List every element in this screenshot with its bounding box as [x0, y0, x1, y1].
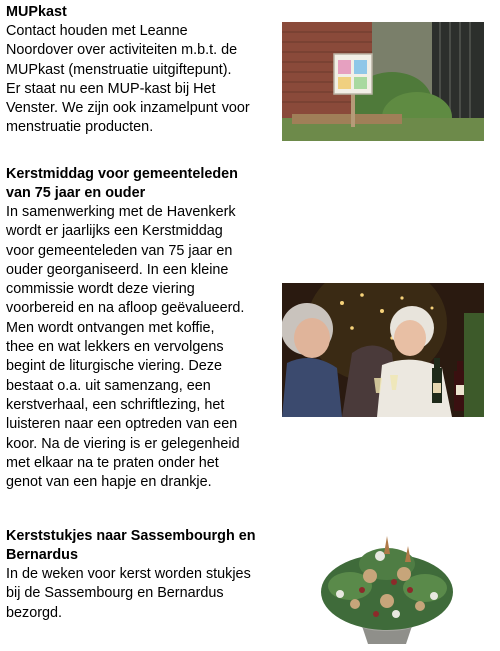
body-line: In samenwerking met de Havenkerk — [6, 204, 236, 220]
section-mupkast — [6, 3, 274, 138]
body-line: kerstverhaal, een schriftlezing, het — [6, 396, 225, 413]
body-line: Noordover over activiteiten m.b.t. de — [6, 42, 238, 59]
body-line: Men wordt ontvangen met koffie, — [6, 319, 215, 336]
body-line: MUPkast (menstruatie uitgiftepunt). — [6, 61, 232, 78]
title-line: Bernardus — [6, 547, 78, 563]
body-line: koor. Na de viering is er gelegenheid — [6, 435, 240, 452]
section-kerstmiddag — [6, 165, 274, 492]
body-line: voorbereid en na afloop geëvalueerd. — [6, 300, 245, 317]
section-title: MUPkast — [6, 4, 67, 20]
body-line: wordt er jaarlijks een Kerstmiddag — [6, 223, 223, 240]
body-line: genot van een hapje en drankje. — [6, 474, 212, 491]
body-line: bestaat o.a. uit samenzang, een — [6, 377, 211, 394]
body-line: commissie wordt deze viering — [6, 281, 195, 298]
body-line: Venster. We zijn ook inzamelpunt voor — [6, 100, 250, 117]
title-line: Kerstmiddag voor gemeenteleden — [6, 166, 238, 182]
title-line: van 75 jaar en ouder — [6, 185, 146, 201]
section-title — [6, 527, 274, 565]
kerstmiddag-photo — [282, 283, 484, 417]
mupkast-photo — [282, 22, 484, 141]
body-line: met elkaar na te praten onder het — [6, 454, 219, 471]
body-line: voor gemeenteleden van 75 jaar en — [6, 242, 233, 259]
section-title — [6, 165, 274, 203]
section-kerststukjes — [6, 527, 274, 623]
body-line: thee en wat lekkers en vervolgens — [6, 339, 224, 356]
body-line: begint de liturgische viering. Deze — [6, 358, 222, 375]
body-line: bezorgd. — [6, 604, 63, 621]
kerststukje-photo — [310, 526, 464, 646]
body-line: bij de Sassembourg en Bernardus — [6, 585, 224, 602]
body-line: luisteren naar een optreden van een — [6, 416, 238, 433]
title-line: Kerststukjes naar Sassembourgh en — [6, 528, 256, 544]
body-line: Contact houden met Leanne — [6, 23, 188, 39]
body-line: ouder georganiseerd. In een kleine — [6, 261, 229, 278]
body-line: In de weken voor kerst worden stukjes — [6, 566, 251, 582]
section-body — [6, 22, 274, 138]
body-line: Er staat nu een MUP-kast bij Het — [6, 80, 216, 97]
section-body — [6, 565, 274, 623]
section-body — [6, 203, 274, 492]
body-line: menstruatie producten. — [6, 119, 154, 136]
